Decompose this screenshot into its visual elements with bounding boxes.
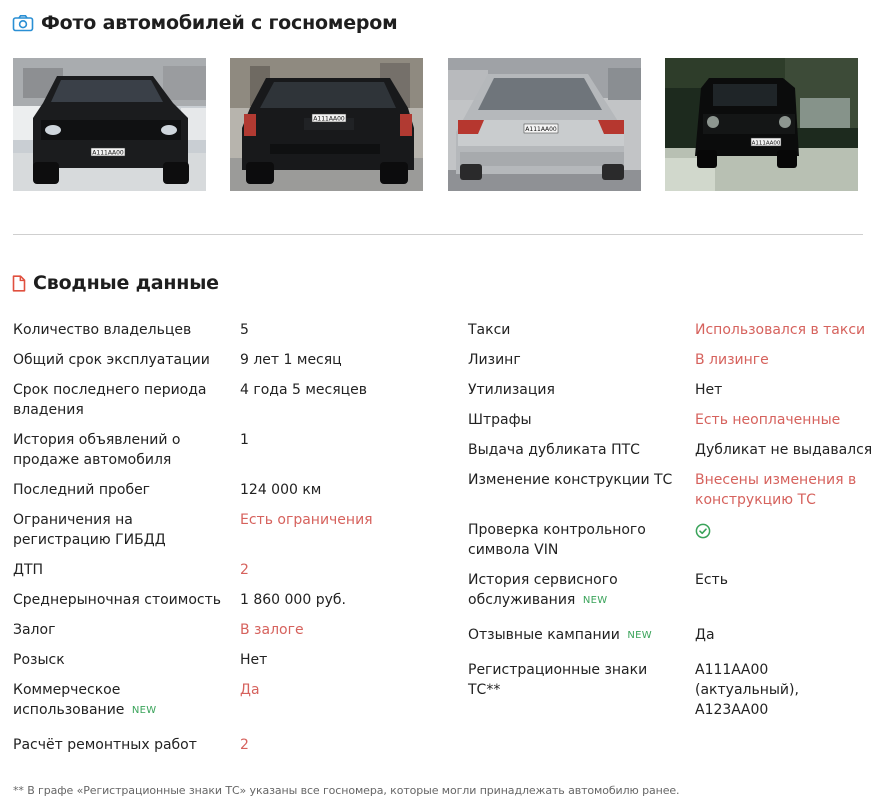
summary-value: Использовался в такси [695,322,866,338]
summary-label-text: Такси [468,322,511,338]
summary-value: 2 [240,737,249,753]
summary-label-text: Срок последнего периода владения [13,382,207,418]
summary-value: Внесены изменения в конструкцию ТС [695,472,857,508]
car-photo[interactable] [448,58,641,191]
summary-label-text: Расчёт ремонтных работ [13,737,197,753]
summary-label-text: ДТП [13,562,44,578]
summary-label [13,560,233,580]
summary-value: А111АА00 (актуальный), А123АА00 [695,662,799,718]
section-divider [13,234,863,235]
summary-label-text: Коммерческое использование [13,682,125,718]
summary-value: 4 года 5 месяцев [240,382,368,398]
summary-value: 9 лет 1 месяц [240,352,342,368]
summary-label-text: Регистрационные знаки ТС** [468,662,648,698]
summary-label [468,440,678,460]
summary-label [13,735,233,755]
summary-value: 5 [240,322,249,338]
new-badge: NEW [582,595,608,606]
plate-text: А111АА00 [751,140,781,147]
summary-label [468,320,678,340]
summary-label [468,470,678,490]
summary-label-text: История объявлений о продаже автомобиля [13,432,181,468]
summary-label [13,650,233,670]
summary-label-text: Проверка контрольного символа VIN [468,522,646,558]
summary-label-text: Утилизация [468,382,555,398]
camera-icon [12,14,34,32]
summary-value: Нет [240,652,268,668]
summary-label-text: Выдача дубликата ПТС [468,442,640,458]
summary-label [468,520,678,560]
summary-value [695,520,875,545]
summary-label-text: Общий срок эксплуатации [13,352,210,368]
summary-label-text: Количество владельцев [13,322,192,338]
summary-value: 124 000 км [240,482,322,498]
photos-section-title [12,12,397,34]
summary-label [13,590,233,610]
summary-label [13,620,233,640]
car-photo[interactable] [230,58,423,191]
summary-label-text: История сервисного обслуживания [468,572,618,608]
summary-value: Да [695,627,715,643]
footnote: ** В графе «Регистрационные знаки ТС» указаны все госномера, которые могли принадлежать автомобилю ранее. [13,784,680,797]
summary-label-text: Отзывные кампании [468,627,620,643]
summary-label [468,660,678,700]
car-photo[interactable] [665,58,858,191]
summary-title-text: Сводные данные [33,272,219,294]
summary-value: Есть неоплаченные [695,412,841,428]
document-icon [12,275,26,292]
plate-text: А111АА00 [313,115,345,123]
summary-label [13,480,233,500]
new-badge: NEW [627,630,652,641]
summary-label [13,430,233,470]
summary-label-text: Залог [13,622,56,638]
check-circle-icon [695,523,711,539]
plate-text: А111АА00 [92,149,124,157]
summary-value: Да [240,682,260,698]
summary-label [468,350,678,370]
summary-label-text: Лизинг [468,352,521,368]
plate-text: А111АА00 [525,126,557,133]
summary-label [468,410,678,430]
summary-label [13,510,233,550]
summary-value: 1 860 000 руб. [240,592,346,608]
summary-value: В лизинге [695,352,769,368]
summary-label [13,320,233,340]
photo-gallery [13,58,859,191]
summary-label [13,380,233,420]
summary-value: 2 [240,562,249,578]
summary-label-text: Штрафы [468,412,532,428]
summary-section-title [12,272,219,294]
summary-value: В залоге [240,622,304,638]
summary-label-text: Изменение конструкции ТС [468,472,673,488]
summary-value: Нет [695,382,723,398]
photos-title-text: Фото автомобилей с госномером [41,12,398,34]
summary-label [468,625,678,646]
summary-label [468,380,678,400]
summary-label-text: Ограничения на регистрацию ГИБДД [13,512,166,548]
summary-value: 1 [240,432,249,448]
summary-label-text: Среднерыночная стоимость [13,592,222,608]
summary-label [13,680,233,721]
new-badge: NEW [131,705,157,716]
summary-label [468,570,678,611]
summary-label [13,350,233,370]
summary-value: Есть ограничения [240,512,373,528]
summary-label-text: Последний пробег [13,482,151,498]
summary-value: Есть [695,572,728,588]
summary-label-text: Розыск [13,652,65,668]
summary-value: Дубликат не выдавался [695,442,873,458]
car-photo[interactable] [13,58,206,191]
